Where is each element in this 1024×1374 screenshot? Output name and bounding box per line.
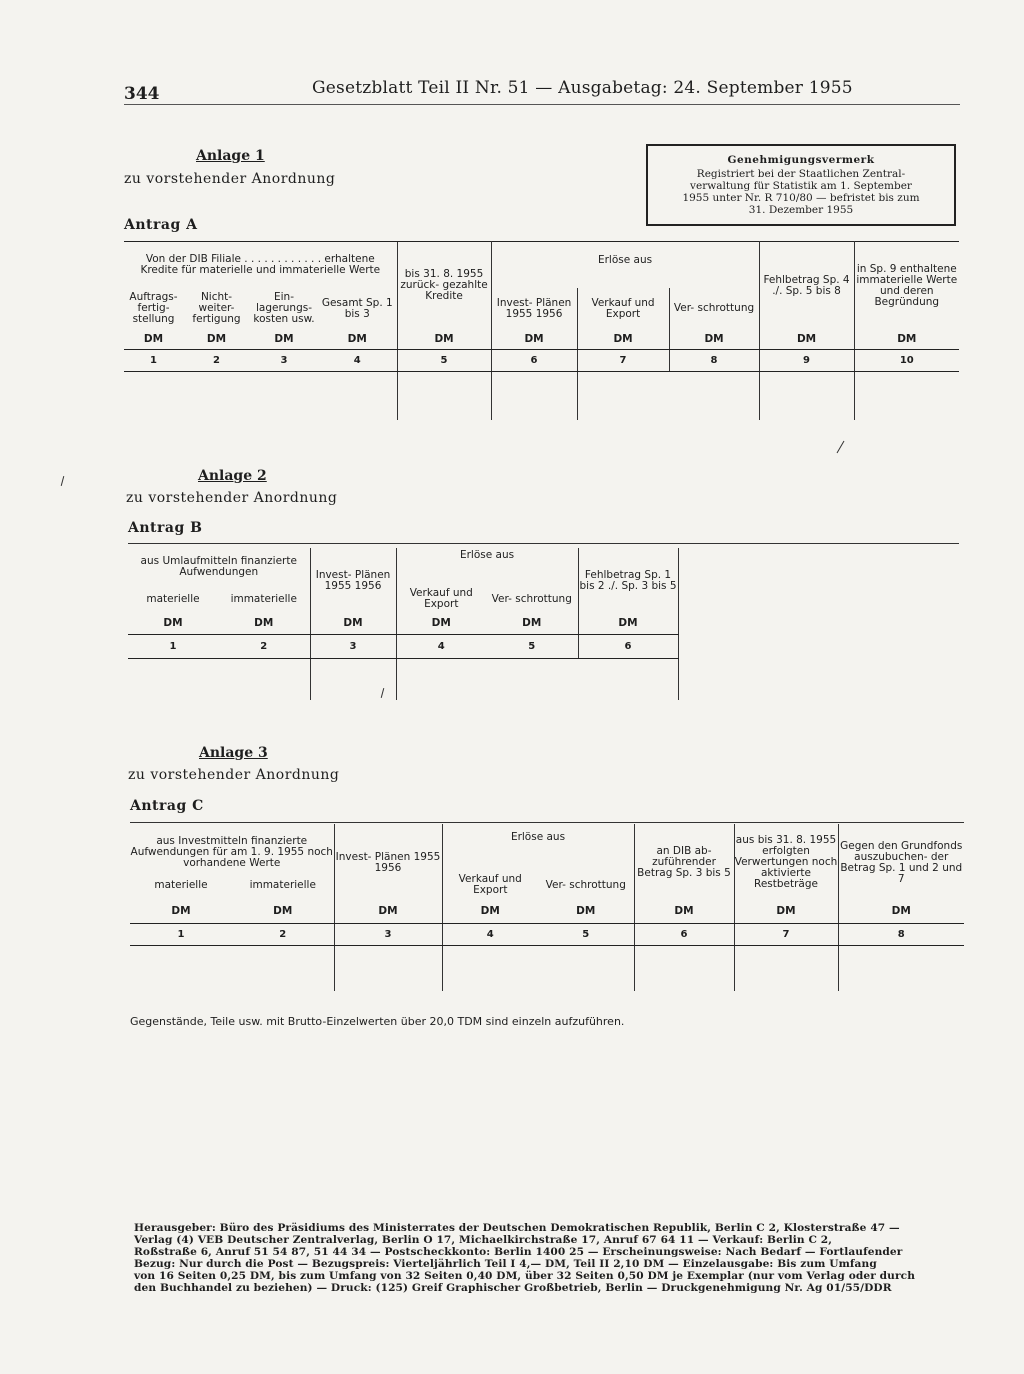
genehmigung-title: Genehmigungsvermerk	[727, 154, 875, 166]
table-b-col5-header: Ver- schrottung	[486, 584, 578, 614]
table-a-unit: DM	[669, 330, 759, 350]
table-b-unit: DM	[310, 614, 396, 634]
table-a-unit: DM	[577, 330, 669, 350]
table-antrag-c	[130, 824, 964, 991]
print-mark	[837, 441, 845, 454]
table-c-colnum: 8	[838, 923, 964, 945]
table-a-colnum: 9	[759, 350, 854, 372]
table-c-erloese-header: Erlöse aus	[510, 831, 566, 843]
table-c-col2-header: immaterielle	[249, 878, 316, 891]
table-b-colnum: 1	[128, 634, 218, 658]
antrag-c-label: Antrag C	[130, 798, 204, 814]
imprint-line: den Buchhandel zu beziehen) — Druck: (125) Greif Graphischer Großbetrieb, Berlin — Druckgenehmigung Nr. Ag 01/55/DDR	[134, 1282, 892, 1294]
table-c-unit: DM	[838, 901, 964, 923]
table-c-unit: DM	[634, 901, 734, 923]
imprint-line: Roßstraße 6, Anruf 51 54 87, 51 44 34 — Postscheckkonto: Berlin 1400 25 — Erscheinungsweise: Nach Bedarf — Fortlaufender	[134, 1246, 903, 1258]
table-b-col6-header: Fehlbetrag Sp. 1 bis 2 ./. Sp. 3 bis 5	[578, 548, 678, 614]
table-c-colnum: 4	[442, 923, 538, 945]
table-a-unit: DM	[318, 330, 397, 350]
table-b-colnum: 3	[310, 634, 396, 658]
table-c-colnum: 3	[334, 923, 442, 945]
table-a-colnum: 3	[250, 350, 318, 372]
page-number: 344	[124, 84, 160, 104]
table-c-top-rule	[130, 822, 964, 823]
table-b-empty-row	[128, 658, 678, 700]
table-c-unit: DM	[538, 901, 634, 923]
antrag-a-label: Antrag A	[124, 217, 198, 233]
table-c-col7-header: aus bis 31. 8. 1955 erfolgten Verwertungen noch aktivierte Restbeträge	[734, 824, 838, 901]
table-b-colnum: 5	[486, 634, 578, 658]
imprint-line: Herausgeber: Büro des Präsidiums des Ministerrates der Deutschen Demokratischen Republik, Berlin C 2, Klosterstraße 47 —	[134, 1222, 900, 1234]
table-a-col6-header: Invest- Plänen 1955 1956	[491, 288, 577, 330]
imprint-line: Bezug: Nur durch die Post — Bezugspreis: Vierteljährlich Teil I 4,— DM, Teil II 2,10 DM — Einzelausgabe: Bis zum Umfang	[134, 1258, 877, 1270]
table-b-colnum: 4	[396, 634, 486, 658]
imprint-line: Verlag (4) VEB Deutscher Zentralverlag, Berlin O 17, Michaelkirchstraße 17, Anruf 67 64 11 — Verkauf: Berlin C 2,	[134, 1234, 833, 1246]
table-a-colnum: 4	[318, 350, 397, 372]
table-a-colnum: 2	[183, 350, 250, 372]
table-a-unit: DM	[183, 330, 250, 350]
table-b-erloese-header: Erlöse aus	[396, 548, 578, 584]
table-c-colnum: 1	[130, 923, 232, 945]
anlage3-subtitle: zu vorstehender Anordnung	[128, 767, 340, 783]
imprint-line: von 16 Seiten 0,25 DM, bis zum Umfang von 32 Seiten 0,40 DM, über 32 Seiten 0,50 DM je Exemplar (nur vom Verlag oder durch	[134, 1270, 916, 1282]
page-header-title: Gesetzblatt Teil II Nr. 51 — Ausgabetag: 24. September 1955	[312, 78, 853, 98]
imprint-footer	[134, 1222, 966, 1294]
table-a-col3-header: Ein- lagerungs- kosten usw.	[253, 291, 315, 325]
table-a-colnum: 10	[854, 350, 959, 372]
table-a-colnum: 1	[124, 350, 183, 372]
table-a-unit: DM	[759, 330, 854, 350]
table-c-colnum: 7	[734, 923, 838, 945]
table-b-col1-header: materielle	[146, 592, 200, 605]
table-a-colnum: 7	[577, 350, 669, 372]
table-c-empty-row	[130, 945, 964, 991]
table-c-colnum: 5	[538, 923, 634, 945]
table-a-col8-header: Ver- schrottung	[669, 288, 759, 330]
table-c-col5-header: Ver- schrottung	[545, 878, 626, 891]
table-a-col4-header: Gesamt Sp. 1 bis 3	[321, 296, 393, 320]
footnote: Gegenstände, Teile usw. mit Brutto-Einzelwerten über 20,0 TDM sind einzeln aufzuführen.	[130, 1015, 625, 1028]
table-a-unit: DM	[491, 330, 577, 350]
table-a-group-header: Von der DIB Filiale . . . . . . . . . . . . erhaltene Kredite für materielle und immaterielle Werte	[124, 242, 397, 288]
table-a-erloese-header: Erlöse aus	[491, 242, 759, 288]
table-a-unit: DM	[250, 330, 318, 350]
anlage1-subtitle: zu vorstehender Anordnung	[124, 171, 336, 187]
table-a-unit: DM	[397, 330, 491, 350]
table-a-col7-header: Verkauf und Export	[577, 288, 669, 330]
table-c-col1-header: materielle	[154, 878, 208, 891]
table-c-colnum: 6	[634, 923, 734, 945]
table-a-unit: DM	[854, 330, 959, 350]
table-b-colnum: 2	[218, 634, 310, 658]
header-rule	[124, 104, 960, 105]
table-a-colnum: 6	[491, 350, 577, 372]
table-c-unit: DM	[232, 901, 334, 923]
table-b-unit: DM	[396, 614, 486, 634]
table-b-col2-header: immaterielle	[230, 592, 297, 605]
table-c-col6-header: an DIB ab- zuführender Betrag Sp. 3 bis 5	[634, 824, 734, 901]
genehmigung-line: Registriert bei der Staatlichen Zentral-	[696, 168, 906, 180]
table-c-col4-header: Verkauf und Export	[458, 873, 522, 896]
table-a-unit: DM	[124, 330, 183, 350]
genehmigungsvermerk-box	[646, 144, 956, 226]
table-a-empty-row	[124, 372, 959, 420]
anlage2-title: Anlage 2	[198, 468, 267, 484]
table-c-unit: DM	[130, 901, 232, 923]
table-b-colnum: 6	[578, 634, 678, 658]
table-c-col3-header: Invest- Plänen 1955 1956	[334, 824, 442, 901]
table-antrag-a	[124, 241, 959, 420]
table-b-top-rule	[128, 543, 959, 544]
table-c-unit: DM	[334, 901, 442, 923]
antrag-b-label: Antrag B	[128, 520, 203, 536]
table-a-col1-header: Auftrags- fertig- stellung	[129, 291, 178, 325]
table-b-unit: DM	[578, 614, 678, 634]
table-antrag-b	[128, 548, 679, 700]
print-mark	[61, 476, 65, 486]
table-a-colnum: 8	[669, 350, 759, 372]
anlage3-title: Anlage 3	[199, 745, 268, 761]
anlage1-title: Anlage 1	[196, 148, 265, 164]
table-b-col4-header: Verkauf und Export	[409, 587, 473, 610]
table-a-col10-header: in Sp. 9 enthaltene immaterielle Werte und deren Begründung	[854, 242, 959, 330]
table-a-col2-header: Nicht- weiter- fertigung	[192, 291, 241, 325]
genehmigung-line: verwaltung für Statistik am 1. September	[690, 180, 912, 192]
anlage2-subtitle: zu vorstehender Anordnung	[126, 490, 338, 506]
table-c-colnum: 2	[232, 923, 334, 945]
table-c-col8-header: Gegen den Grundfonds auszubuchen- der Betrag Sp. 1 und 2 und 7	[840, 839, 963, 885]
table-c-unit: DM	[734, 901, 838, 923]
table-c-group-header: aus Investmitteln finanzierte Aufwendungen für am 1. 9. 1955 noch vorhandene Werte	[130, 835, 333, 869]
table-b-unit: DM	[486, 614, 578, 634]
table-b-unit: DM	[218, 614, 310, 634]
table-a-col9-header: Fehlbetrag Sp. 4 ./. Sp. 5 bis 8	[759, 242, 854, 330]
table-a-colnum: 5	[397, 350, 491, 372]
table-a-col5-header: bis 31. 8. 1955 zurück- gezahlte Kredite	[397, 242, 491, 330]
table-b-group-header: aus Umlaufmitteln finanzierte Aufwendungen	[140, 555, 297, 578]
table-c-unit: DM	[442, 901, 538, 923]
table-b-unit: DM	[128, 614, 218, 634]
genehmigung-line: 31. Dezember 1955	[748, 204, 854, 216]
genehmigung-line: 1955 unter Nr. R 710/80 — befristet bis zum	[682, 192, 920, 204]
table-b-col3-header: Invest- Plänen 1955 1956	[310, 548, 396, 614]
